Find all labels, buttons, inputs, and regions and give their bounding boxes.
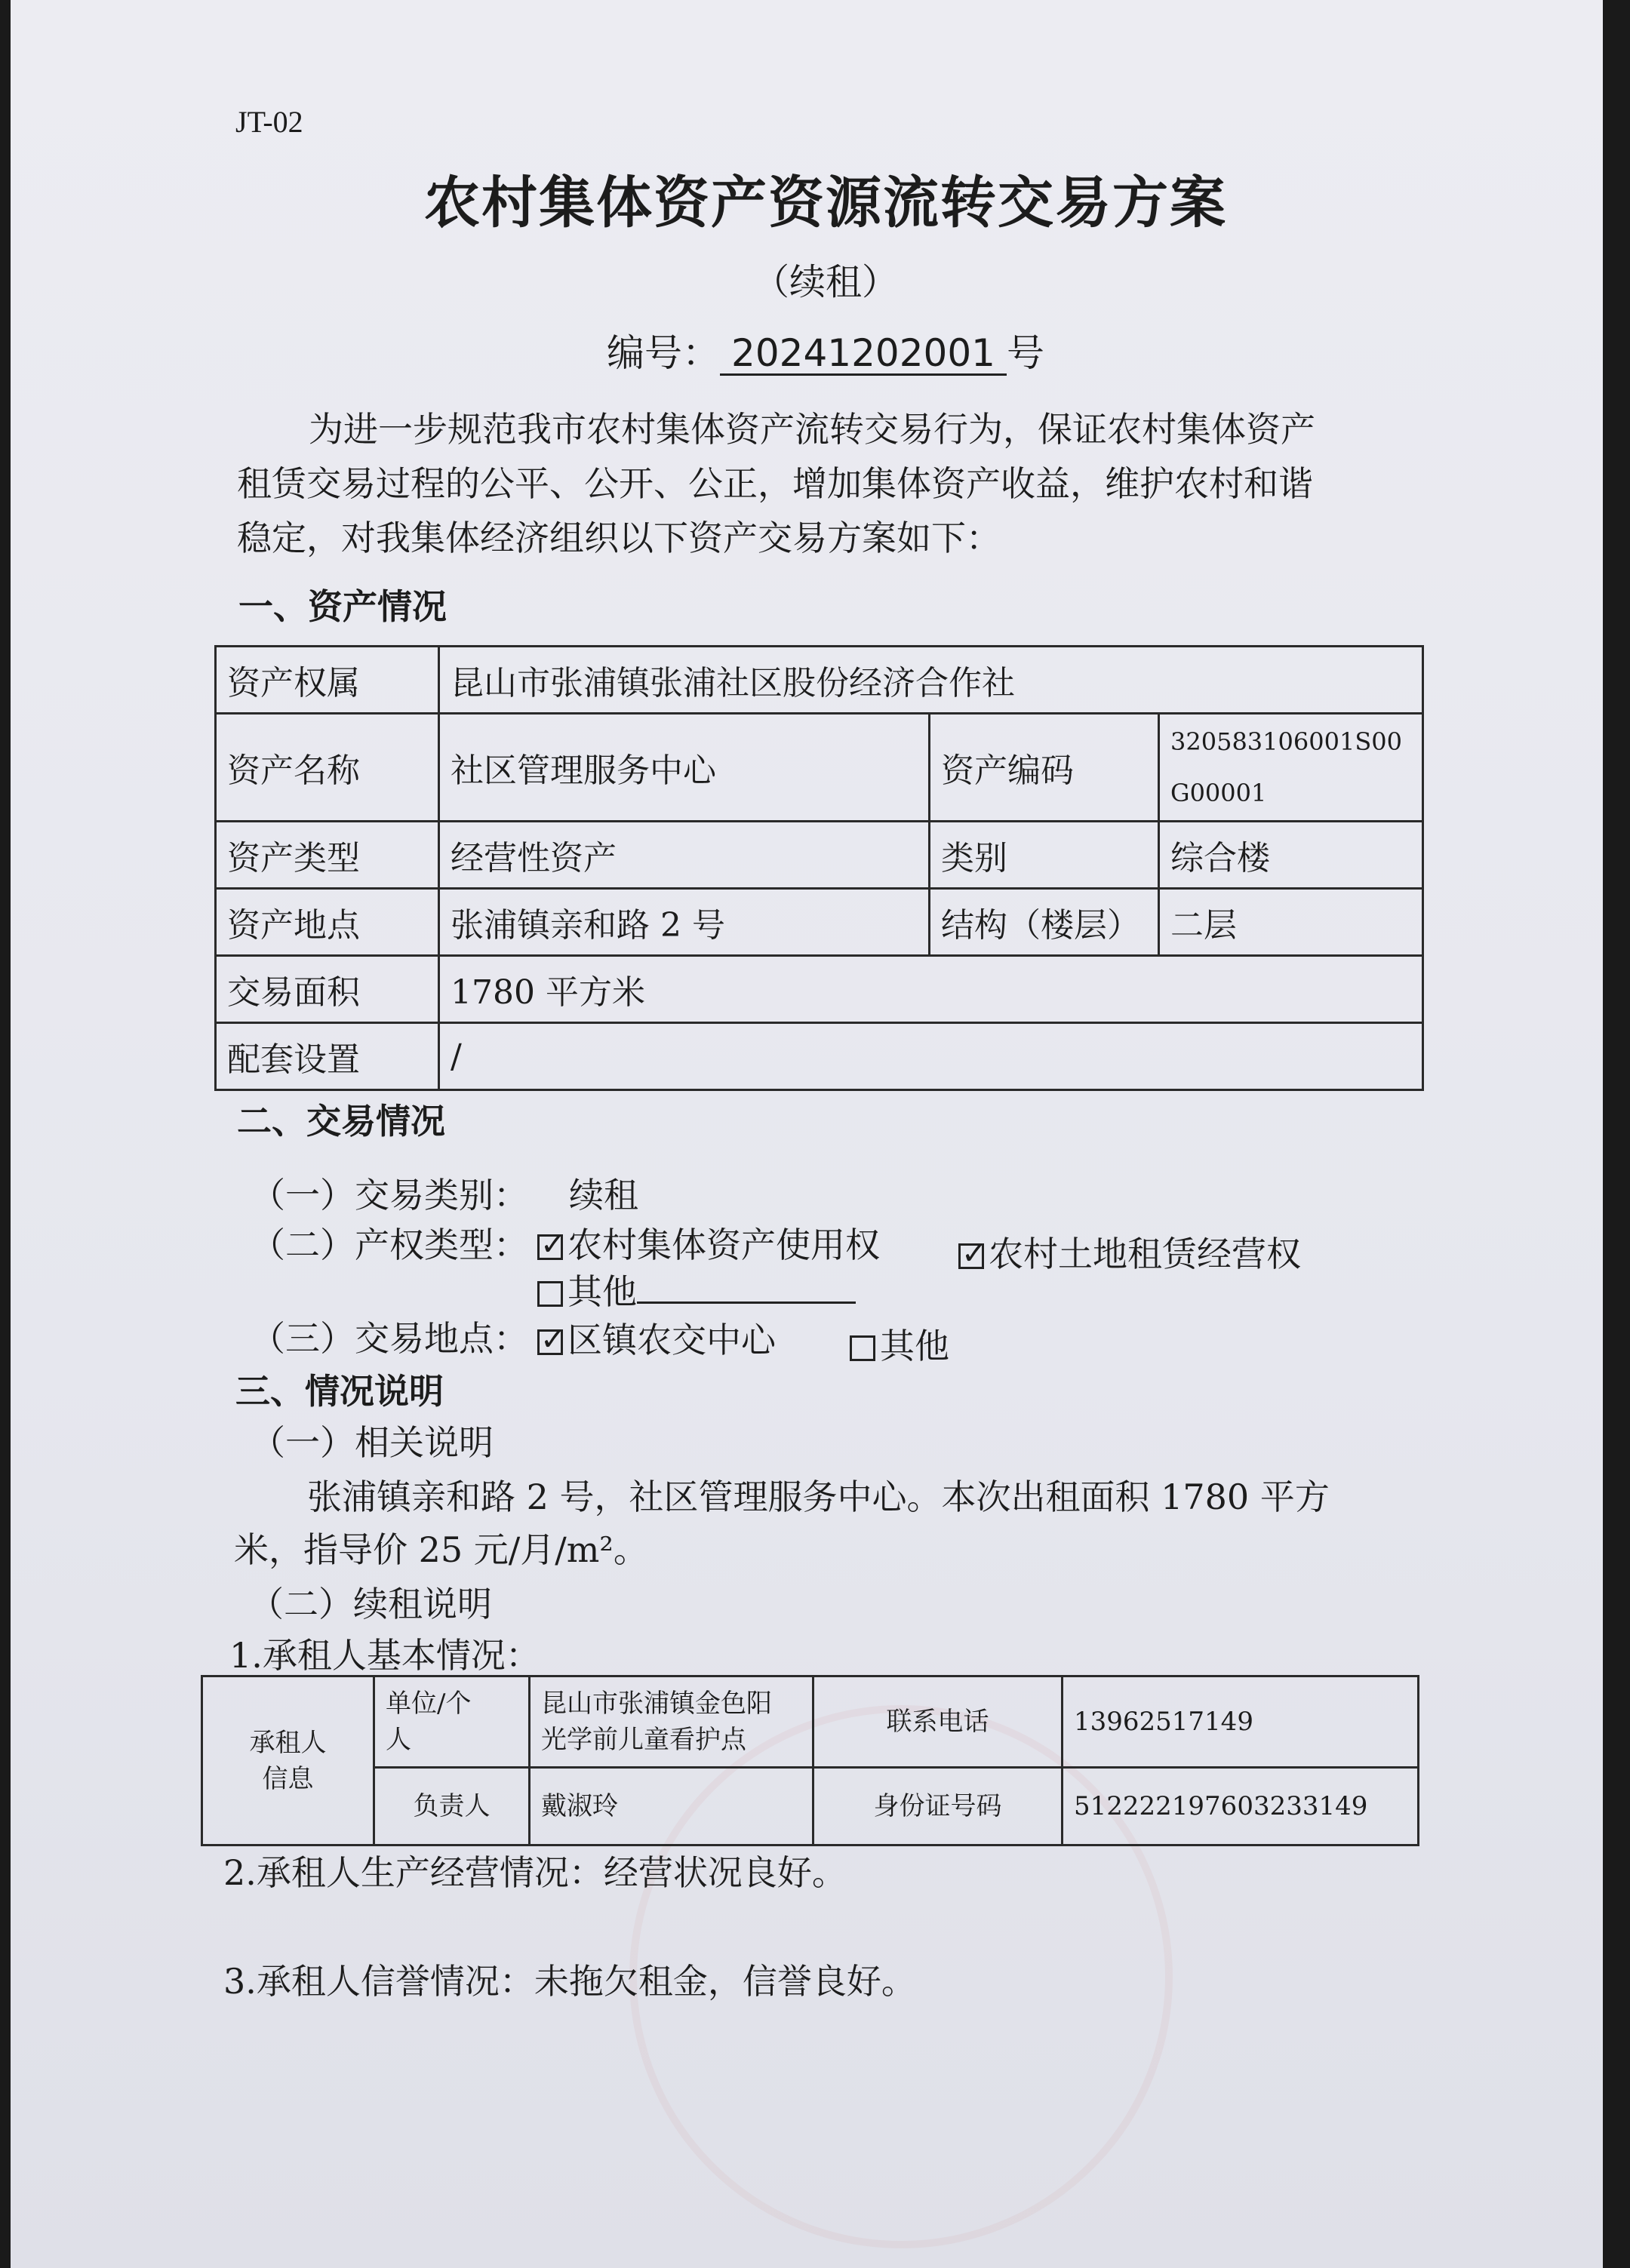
phone-value: 13962517149 [1063,1676,1419,1768]
table-row [216,714,1423,822]
category-value: 综合楼 [1159,822,1423,889]
option-label: 农村土地租赁经营权 [989,1234,1301,1274]
intro-line-2: 租赁交易过程的公平、公开、公正，增加集体资产收益，维护农村和谐 [237,463,1313,504]
property-type-label: （二）产权类型： [251,1225,528,1265]
checkbox-checked-icon[interactable] [958,1243,984,1269]
person-label: 负责人 [374,1768,530,1845]
asset-code-label: 资产编码 [930,714,1159,822]
structure-value: 二层 [1159,889,1423,956]
table-row [216,1023,1423,1090]
intro-line-1: 为进一步规范我市农村集体资产流转交易行为，保证农村集体资产 [309,409,1315,450]
trade-location-label: （三）交易地点： [251,1318,528,1359]
table-row [216,956,1423,1023]
facilities-label: 配套设置 [216,1023,439,1090]
number-suffix: 号 [1007,331,1044,375]
area-value: 1780 平方米 [439,956,1423,1023]
lessee-info-label [202,1676,374,1845]
location-option-1 [537,1313,776,1363]
structure-label: 结构（楼层） [930,889,1159,956]
asset-type-value: 经营性资产 [439,822,930,889]
option-label: 区镇农交中心 [567,1320,776,1360]
related-notes-heading: （一）相关说明 [251,1422,494,1463]
label-line: 信息 [262,1763,314,1794]
property-option-2 [958,1227,1301,1277]
business-status: 2.承租人生产经营情况：经营状况良好。 [223,1852,847,1893]
checkbox-empty-icon[interactable] [537,1281,563,1307]
credit-status: 3.承租人信誉情况：未拖欠租金，信誉良好。 [223,1961,916,2002]
value-line: 昆山市张浦镇金色阳 [541,1689,772,1719]
lessee-basic-heading: 1.承租人基本情况： [229,1635,540,1676]
owner-value: 昆山市张浦镇张浦社区股份经济合作社 [439,647,1423,714]
intro-line-3: 稳定，对我集体经济组织以下资产交易方案如下： [237,518,1001,558]
unit-value [530,1676,813,1768]
id-value: 512222197603233149 [1063,1768,1419,1845]
table-row [216,647,1423,714]
trade-category-label: （一）交易类别： [251,1175,528,1215]
checkbox-checked-icon[interactable] [537,1234,563,1260]
lessee-table [201,1675,1419,1846]
property-option-1 [537,1218,880,1268]
location-value: 张浦镇亲和路 2 号 [439,889,930,956]
property-option-3 [537,1265,856,1314]
notes-line-1: 张浦镇亲和路 2 号，社区管理服务中心。本次出租面积 1780 平方 [307,1477,1330,1517]
owner-label: 资产权属 [216,647,439,714]
asset-code-value [1159,714,1423,822]
notes-line-2: 米，指导价 25 元/月/m²。 [234,1529,648,1570]
renewal-heading: （二）续租说明 [249,1584,492,1624]
value-line: 光学前儿童看护点 [541,1725,746,1755]
doc-code: JT-02 [235,105,303,139]
asset-code-line-2: G00001 [1170,779,1267,807]
person-value: 戴淑玲 [530,1768,813,1845]
doc-number [11,323,1630,377]
location-option-2 [850,1319,949,1369]
doc-subtitle: （续租） [752,261,898,303]
category-label: 类别 [930,822,1159,889]
table-row [216,889,1423,956]
asset-table [214,645,1424,1091]
area-label: 交易面积 [216,956,439,1023]
asset-type-label: 资产类型 [216,822,439,889]
option-label: 其他 [880,1326,949,1366]
section1-heading: 一、资产情况 [238,586,447,627]
label-line: 承租人 [249,1727,327,1758]
asset-name-label: 资产名称 [216,714,439,822]
blank-fill-line [637,1271,856,1304]
location-label: 资产地点 [216,889,439,956]
option-label: 农村集体资产使用权 [567,1225,880,1265]
option-label: 其他 [567,1271,637,1312]
doc-title: 农村集体资产资源流转交易方案 [424,171,1227,235]
label-line: 单位/个 [386,1689,472,1719]
trade-category-value: 续租 [569,1175,638,1215]
phone-label: 联系电话 [813,1676,1063,1768]
id-label: 身份证号码 [813,1768,1063,1845]
table-row [202,1676,1419,1768]
checkbox-empty-icon[interactable] [850,1335,875,1361]
table-row [216,822,1423,889]
checkbox-checked-icon[interactable] [537,1329,563,1355]
unit-label [374,1676,530,1768]
number-label: 编号： [607,331,720,375]
label-line: 人 [386,1725,411,1755]
section3-heading: 三、情况说明 [235,1371,444,1412]
facilities-value: / [439,1023,1423,1090]
asset-code-line-1: 320583106001S00 [1170,727,1402,756]
asset-name-value: 社区管理服务中心 [439,714,930,822]
table-row [202,1768,1419,1845]
number-value: 20241202001 [720,333,1007,376]
section2-heading: 二、交易情况 [237,1101,445,1142]
document-page [11,0,1603,2268]
